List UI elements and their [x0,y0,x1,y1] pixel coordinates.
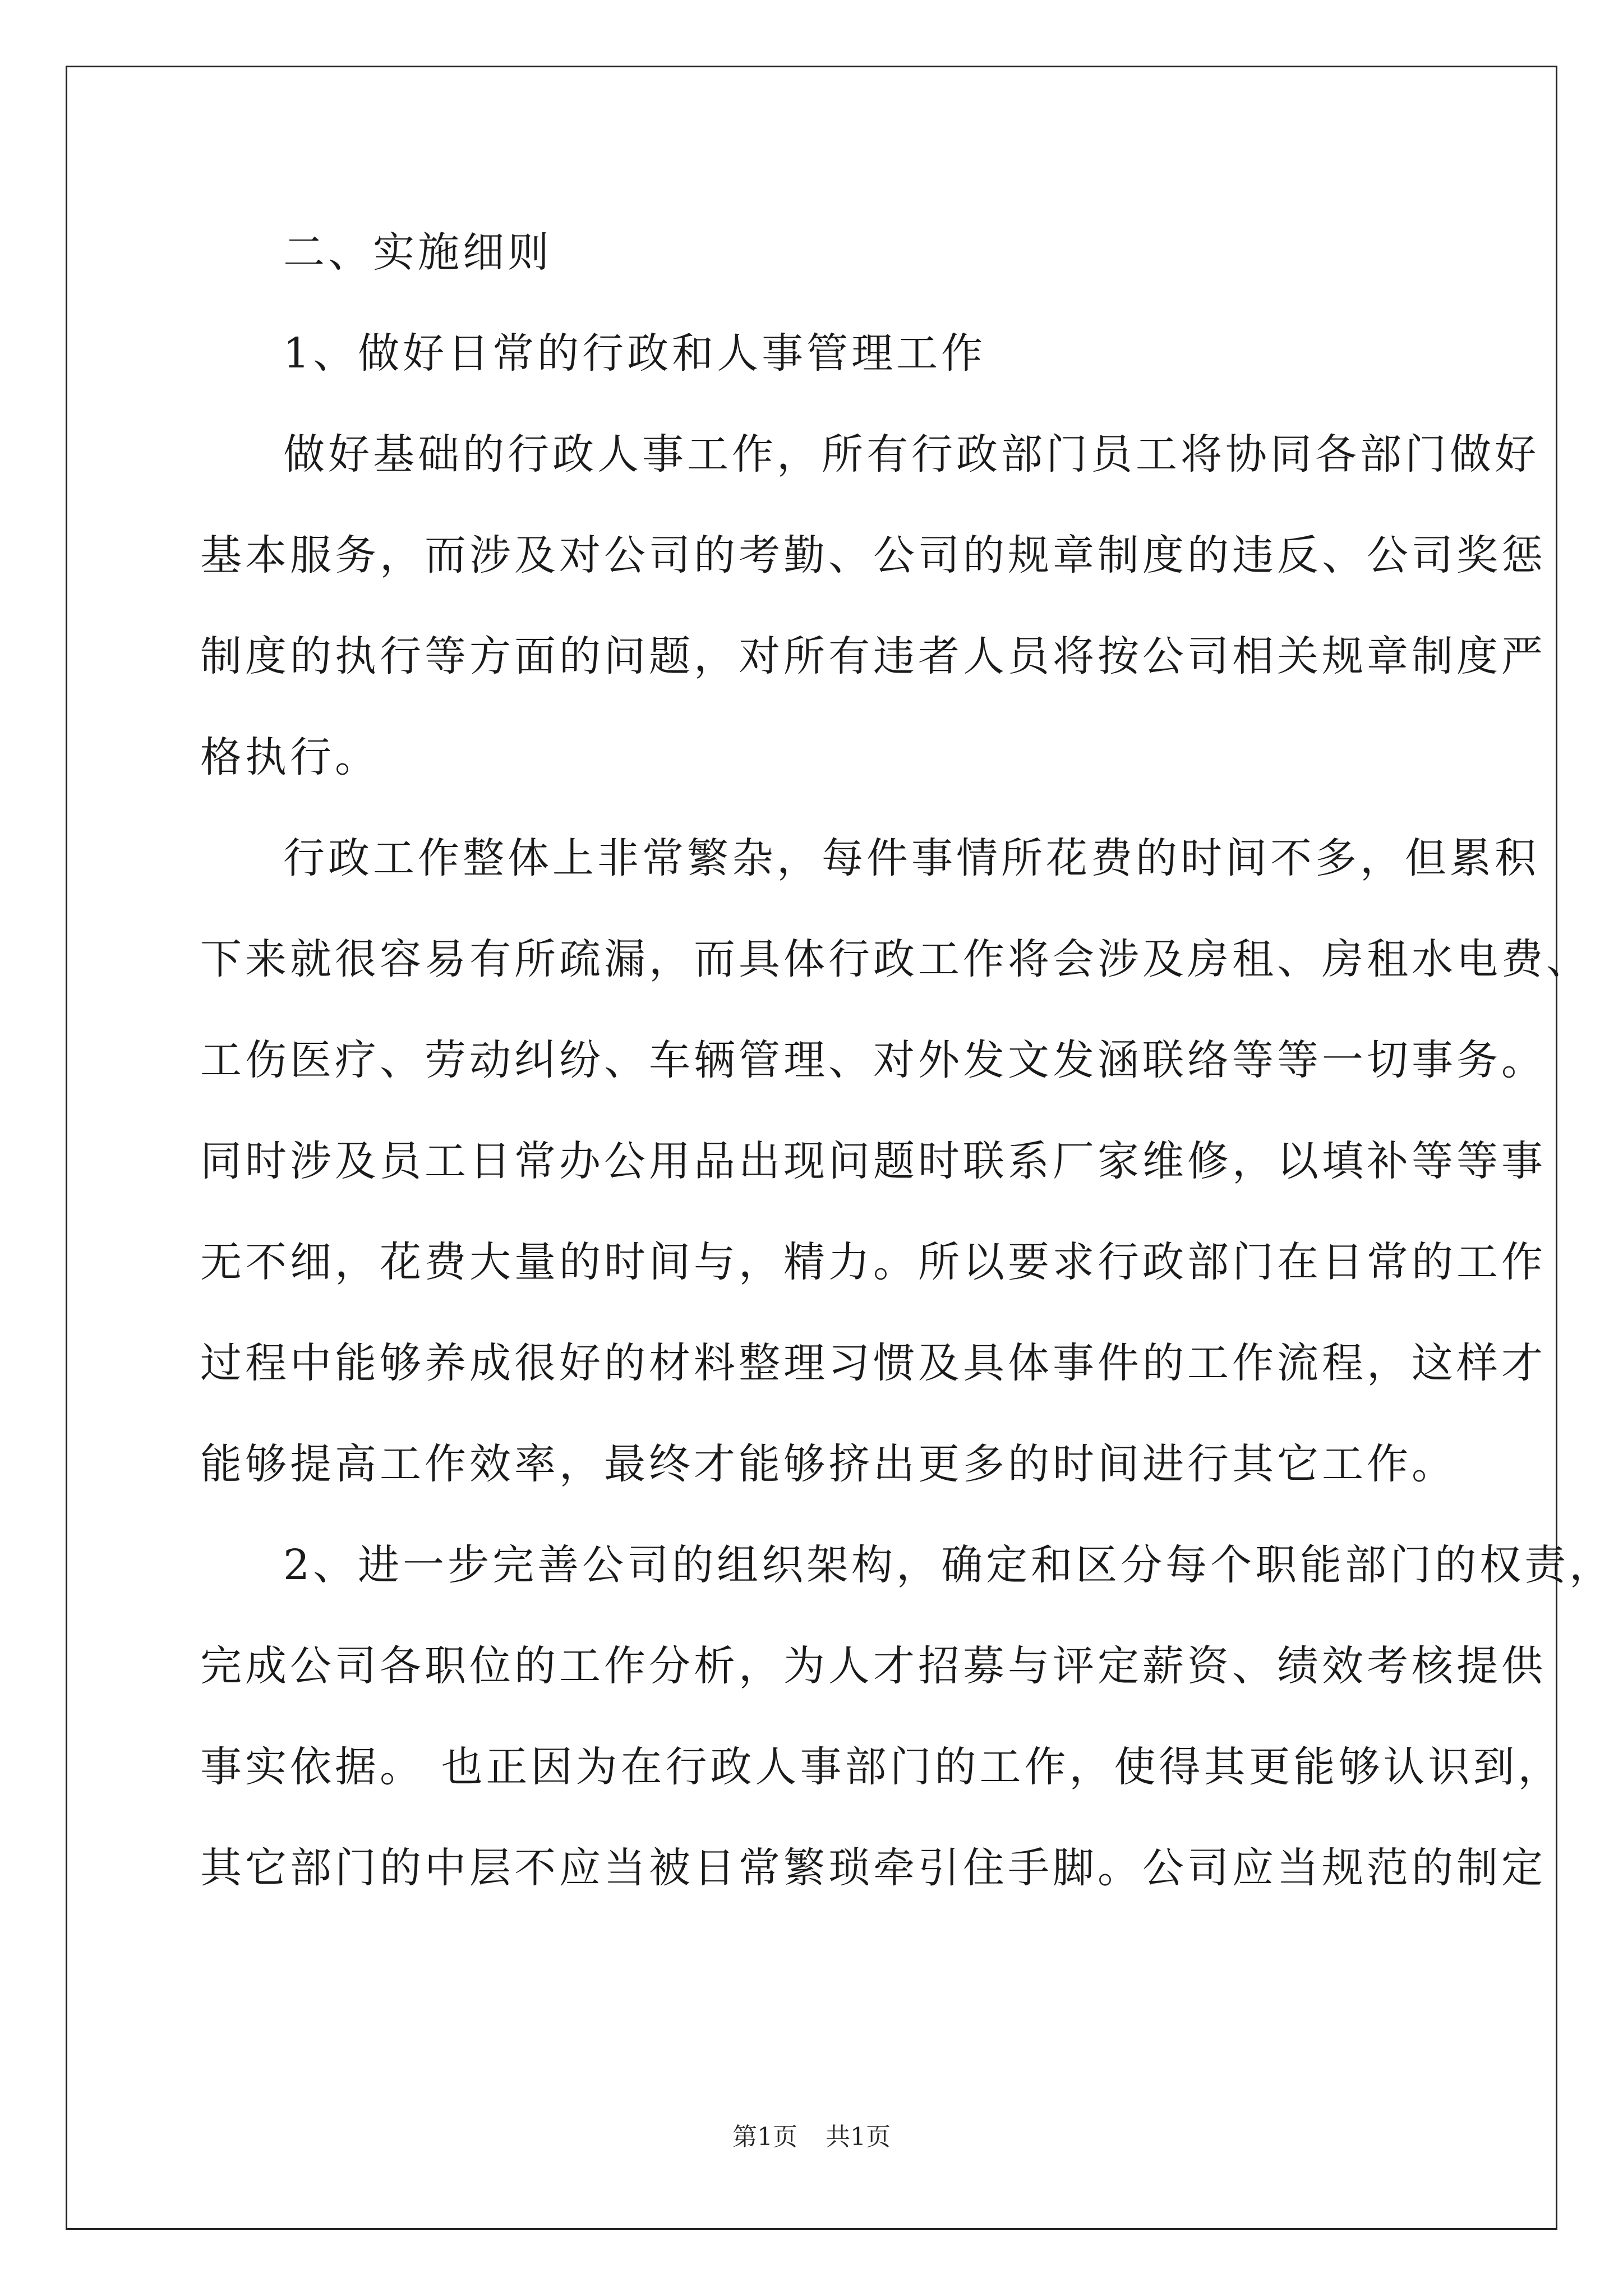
paragraph-line: 其它部门的中层不应当被日常繁琐牵引住手脚。公司应当规范的制定 [200,1844,1546,1892]
paragraph-line: 基本服务，而涉及对公司的考勤、公司的规章制度的违反、公司奖惩 [200,531,1546,579]
paragraph-line: 格执行。 [200,733,380,781]
paragraph-line: 2、进一步完善公司的组织架构，确定和区分每个职能部门的权责， [283,1541,1615,1589]
paragraph-line: 制度的执行等方面的问题，对所有违者人员将按公司相关规章制度严 [200,632,1546,680]
paragraph-line: 行政工作整体上非常繁杂，每件事情所花费的时间不多，但累积 [283,834,1539,882]
subsection-heading: 1、做好日常的行政和人事管理工作 [283,329,986,378]
paragraph-line: 能够提高工作效率，最终才能够挤出更多的时间进行其它工作。 [200,1440,1456,1488]
paragraph-line: 事实依据。 也正因为在行政人事部门的工作，使得其更能够认识到， [200,1743,1563,1791]
section-heading: 二、实施细则 [283,228,552,277]
paragraph-line: 下来就很容易有所疏漏，而具体行政工作将会涉及房租、房租水电费、 [200,935,1591,983]
paragraph-line: 完成公司各职位的工作分析，为人才招募与评定薪资、绩效考核提供 [200,1642,1546,1690]
paragraph-line: 过程中能够养成很好的材料整理习惯及具体事件的工作流程，这样才 [200,1339,1546,1387]
paragraph-line: 无不细，花费大量的时间与，精力。所以要求行政部门在日常的工作 [200,1238,1546,1286]
paragraph-line: 同时涉及员工日常办公用品出现问题时联系厂家维修，以填补等等事 [200,1137,1546,1185]
page-number: 第1页 [732,2123,797,2151]
paragraph-line: 做好基础的行政人事工作，所有行政部门员工将协同各部门做好 [283,430,1539,478]
page-footer [0,2122,1623,2153]
paragraph-line: 工伤医疗、劳动纠纷、车辆管理、对外发文发涵联络等等一切事务。 [200,1036,1546,1084]
page-total: 共1页 [826,2123,891,2151]
document-body [200,202,1615,1918]
